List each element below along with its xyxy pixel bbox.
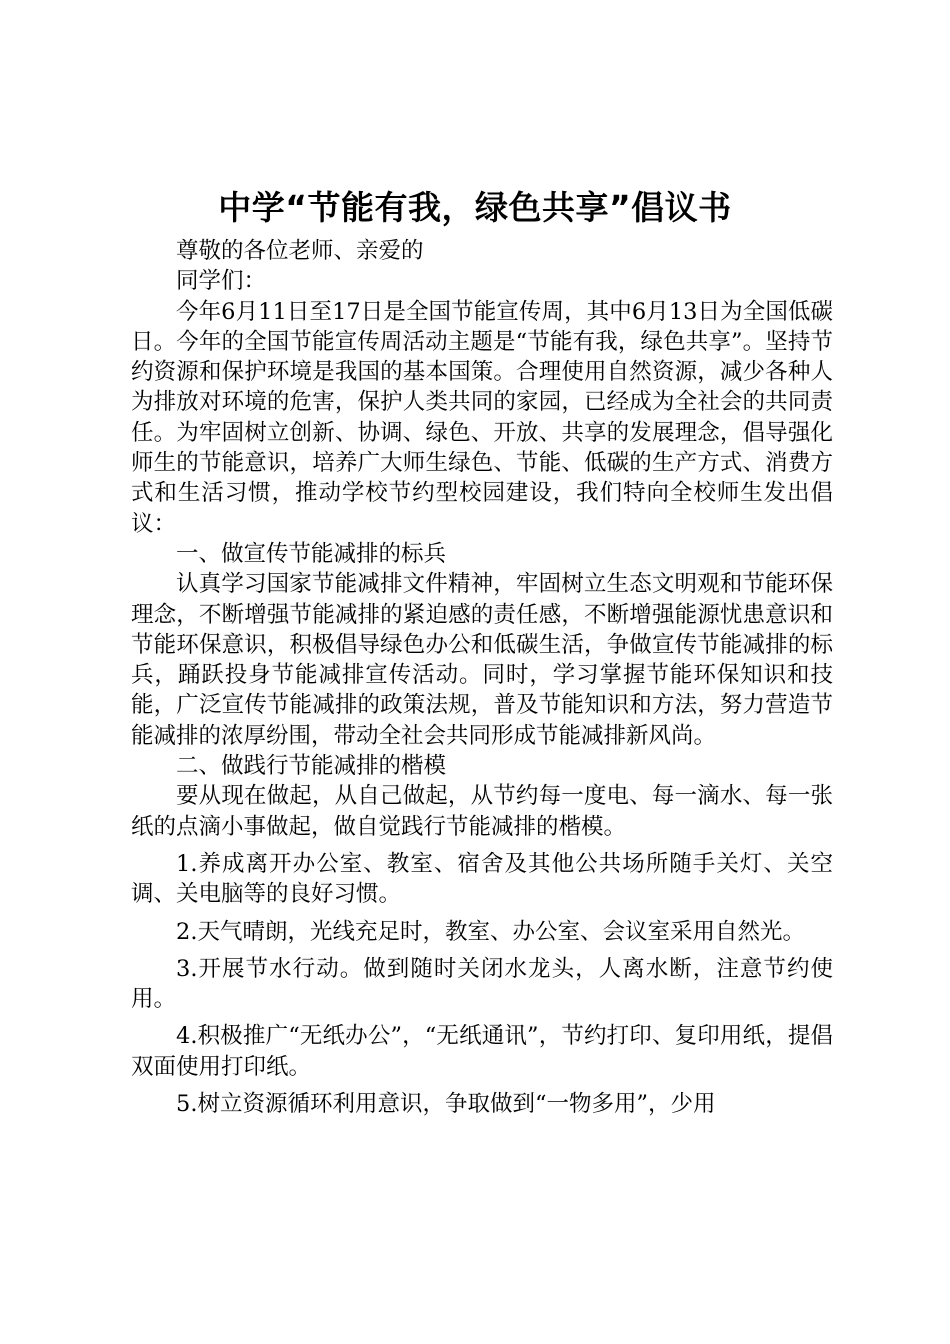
list-item-4: 4.积极推广“无纸办公”，“无纸通讯”，节约打印、复印用纸，提倡双面使用打印纸。: [131, 1023, 833, 1080]
list-item-2: 2.天气晴朗，光线充足时，教室、办公室、会议室采用自然光。: [176, 918, 805, 945]
section-2-paragraph: 要从现在做起，从自己做起，从节约每一度电、每一滴水、每一张纸的点滴小事做起，做自觉践行节能减排的楷模。: [131, 783, 833, 840]
document-title: 中学“节能有我，绿色共享”倡议书: [218, 188, 732, 227]
section-1-paragraph: 认真学习国家节能减排文件精神，牢固树立生态文明观和节能环保理念，不断增强节能减排的紧迫感的责任感，不断增强能源忧患意识和节能环保意识，积极倡导绿色办公和低碳生活，争做宣传节能减排的标兵，踊跃投身节能减排宣传活动。同时，学习掌握节能环保知识和技能，广泛宣传节能减排的政策法规，普及节能知识和方法，努力营造节能减排的浓厚纷围，带动全社会共同形成节能减排新风尚。: [131, 571, 833, 749]
list-item-5: 5.树立资源循环利用意识，争取做到“一物多用”，少用: [176, 1091, 716, 1118]
salutation-line-1: 尊敬的各位老师、亲爱的: [176, 238, 424, 264]
document-body: [131, 236, 833, 1119]
salutation-line-2: 同学们：: [176, 268, 267, 295]
intro-paragraph: 今年6月11日至17日是全国节能宣传周，其中6月13日为全国低碳日。今年的全国节能宣传周活动主题是“节能有我，绿色共享”。坚持节约资源和保护环境是我国的基本国策。合理使用自然资源，减少各种人为排放对环境的危害，保护人类共同的家园，已经成为全社会的共同责任。为牢固树立创新、协调、绿色、开放、共享的发展理念，倡导强化师生的节能意识，培养广大师生绿色、节能、低碳的生产方式、消费方式和生活习惯，推动学校节约型校园建设，我们特向全校师生发出倡议：: [131, 298, 833, 537]
list-item-3: 3.开展节水行动。做到随时关闭水龙头，人离水断，注意节约使用。: [131, 955, 833, 1013]
list-item-1: 1.养成离开办公室、教室、宿舍及其他公共场所随手关灯、关空调、关电脑等的良好习惯。: [131, 850, 833, 908]
section-heading-2: 二、做践行节能减排的楷模: [176, 753, 447, 780]
section-heading-1: 一、做宣传节能减排的标兵: [176, 540, 447, 567]
